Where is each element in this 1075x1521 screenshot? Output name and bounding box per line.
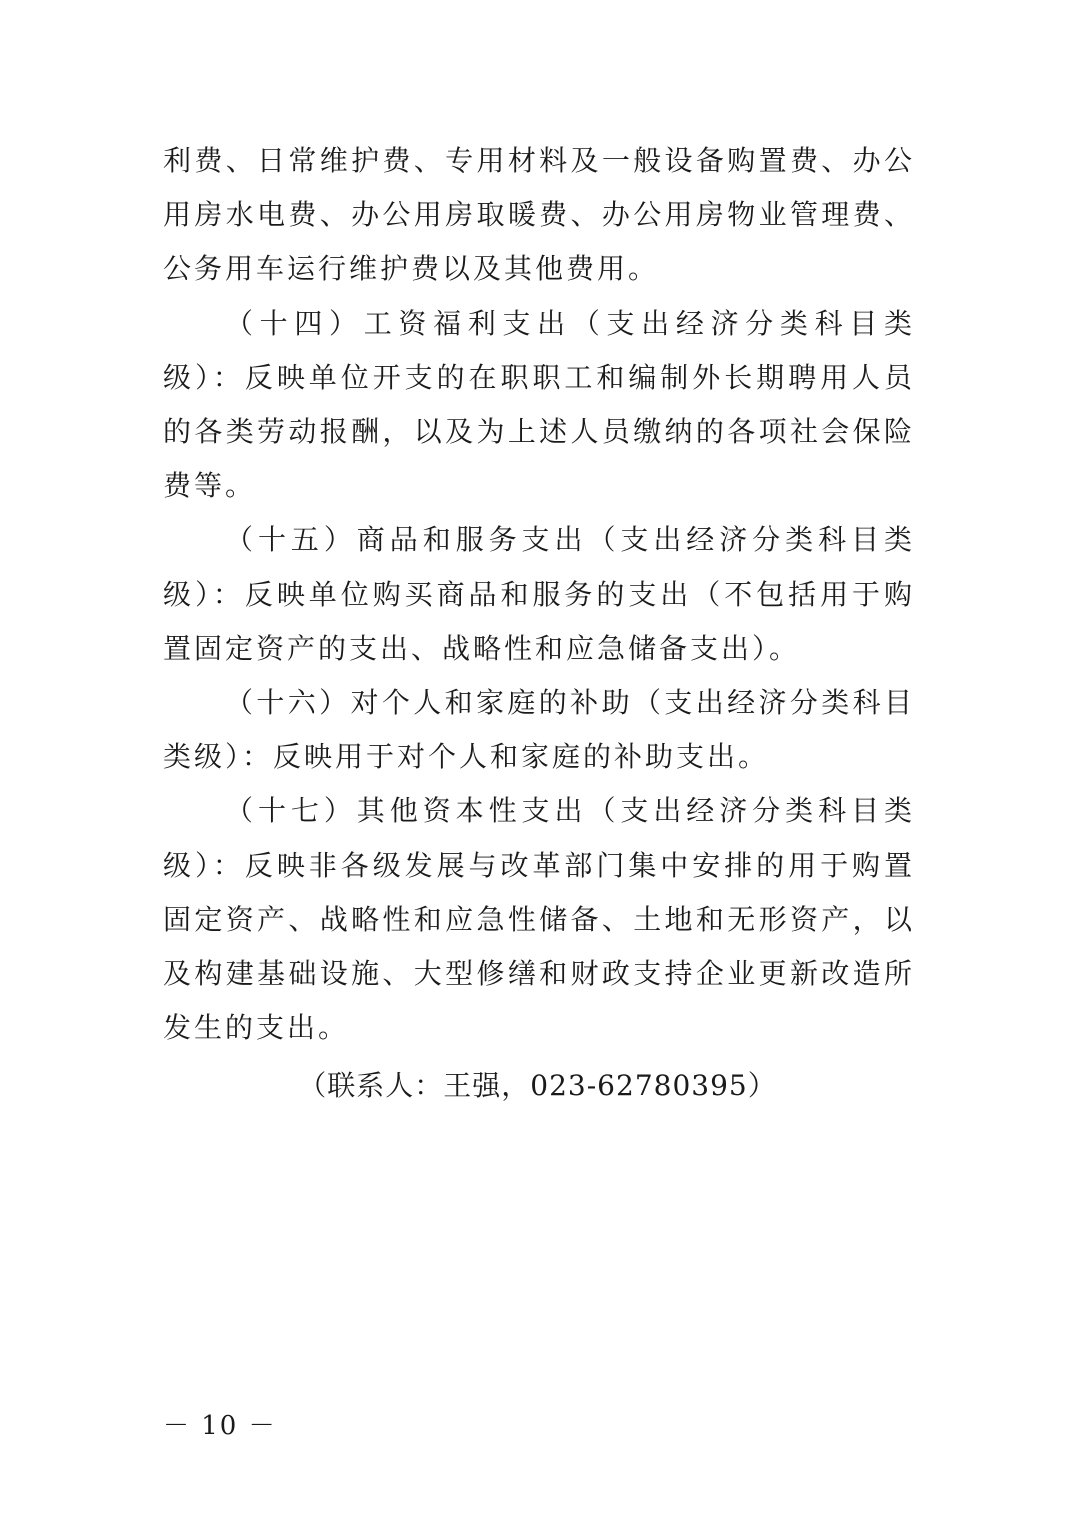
paragraph-section-15: （十五）商品和服务支出（支出经济分类科目类级）：反映单位购买商品和服务的支出（不包括用于购置固定资产的支出、战略性和应急储备支出）。 bbox=[163, 523, 915, 665]
contact-line: （联系人：王强，023-62780395） bbox=[298, 1069, 777, 1102]
paragraph-section-17: （十七）其他资本性支出（支出经济分类科目类级）：反映非各级发展与改革部门集中安排的用于购置固定资产、战略性和应急性储备、土地和无形资产，以及构建基础设施、大型修缮和财政支持企业更新改造所发生的支出。 bbox=[163, 794, 915, 1045]
body-text bbox=[163, 134, 915, 1055]
paragraph-section-16: （十六）对个人和家庭的补助（支出经济分类科目类级）：反映用于对个人和家庭的补助支出。 bbox=[163, 686, 915, 774]
paragraph-continuation: 利费、日常维护费、专用材料及一般设备购置费、办公用房水电费、办公用房取暖费、办公用房物业管理费、公务用车运行维护费以及其他费用。 bbox=[163, 144, 915, 286]
page-number: － 10 － bbox=[163, 1411, 277, 1441]
paragraph-section-14: （十四）工资福利支出（支出经济分类科目类级）：反映单位开支的在职职工和编制外长期聘用人员的各类劳动报酬，以及为上述人员缴纳的各项社会保险费等。 bbox=[163, 306, 915, 503]
